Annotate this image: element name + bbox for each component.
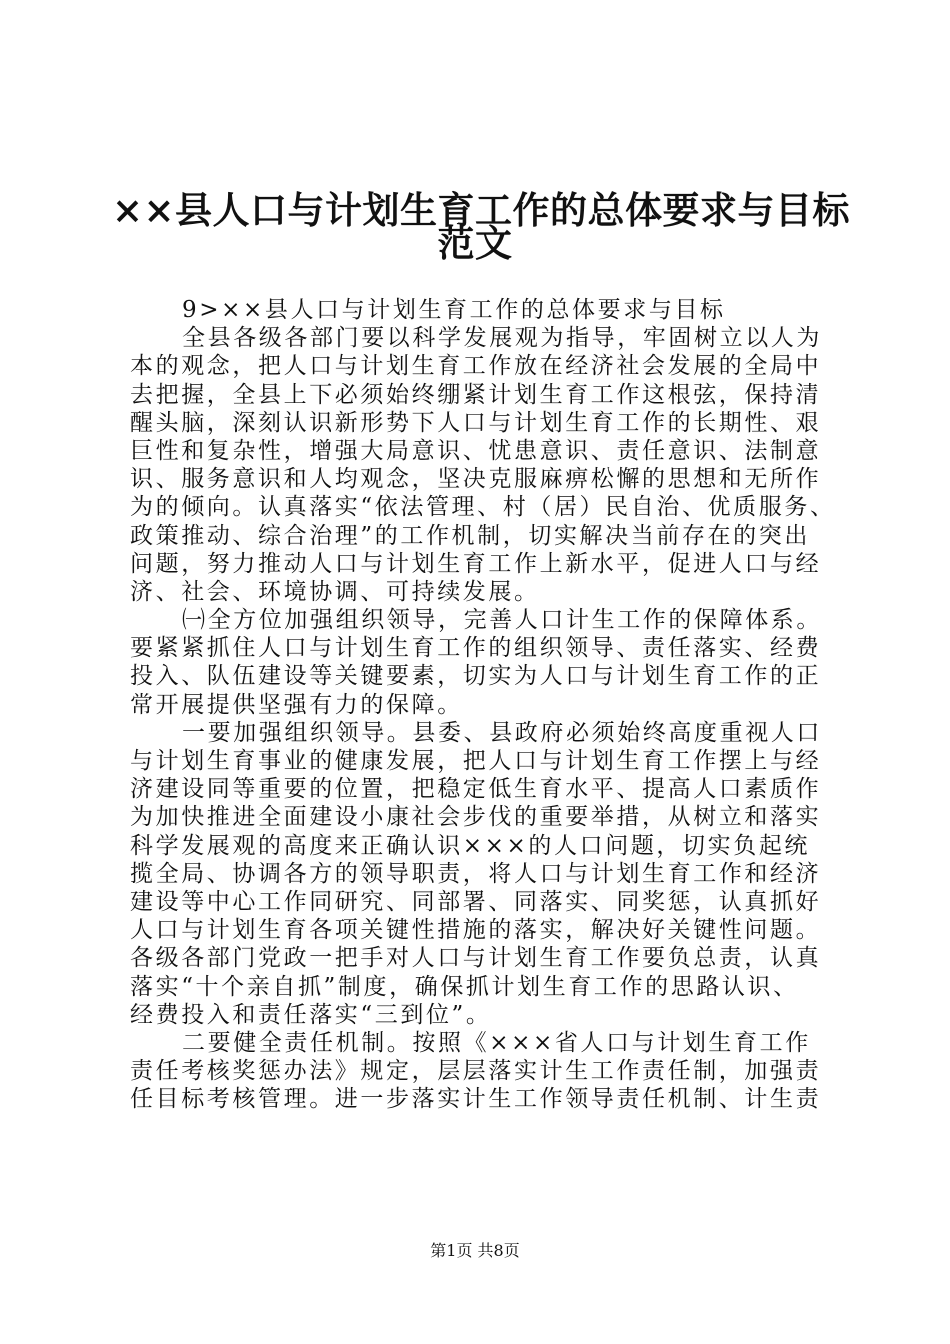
body-line: 济建设同等重要的位置，把稳定低生育水平、提高人口素质作 xyxy=(130,776,822,803)
body-line: 经费投入和责任落实“三到位”。 xyxy=(130,1001,492,1028)
body-line: 责任考核奖惩办法》规定，层层落实计生工作责任制，加强责 xyxy=(130,1058,822,1085)
body-line: 二要健全责任机制。按照《×××省人口与计划生育工作 xyxy=(182,1029,811,1056)
body-line: 与计划生育事业的健康发展，把人口与计划生育工作摆上与经 xyxy=(130,748,822,774)
body-line: 为加快推进全面建设小康社会步伐的重要举措，从树立和落实 xyxy=(130,804,822,831)
body-line: 为的倾向。认真落实“依法管理、村（居）民自治、优质服务、 xyxy=(130,494,836,521)
page-footer: 第1页 共8页 xyxy=(430,1241,520,1260)
body-line: 醒头脑，深刻认识新形势下人口与计划生育工作的长期性、艰 xyxy=(130,409,822,436)
document-title-line-1: ××县人口与计划生育工作的总体要求与目标 xyxy=(112,188,851,232)
body-line: 一要加强组织领导。县委、县政府必须始终高度重视人口 xyxy=(182,719,822,746)
body-line: 投入、队伍建设等关键要素，切实为人口与计划生育工作的正 xyxy=(130,663,822,690)
body-line: 落实“十个亲自抓”制度，确保抓计划生育工作的思路认识、 xyxy=(130,973,799,1000)
body-line: 巨性和复杂性，增强大局意识、忧患意识、责任意识、法制意 xyxy=(130,437,822,464)
body-line: 揽全局、协调各方的领导职责，将人口与计划生育工作和经济 xyxy=(130,860,822,887)
body-line: 去把握，全县上下必须始终绷紧计划生育工作这根弦，保持清 xyxy=(130,381,822,408)
body-line: 问题，努力推动人口与计划生育工作上新水平，促进人口与经 xyxy=(130,550,822,577)
body-line: 全县各级各部门要以科学发展观为指导，牢固树立以人为 xyxy=(182,325,822,352)
body-line: 识、服务意识和人均观念，坚决克服麻痹松懈的思想和无所作 xyxy=(130,466,822,493)
body-line: 任目标考核管理。进一步落实计生工作领导责任机制、计生责 xyxy=(130,1086,822,1113)
body-line: 本的观念，把人口与计划生育工作放在经济社会发展的全局中 xyxy=(130,353,822,380)
document-body xyxy=(130,296,836,1113)
body-line: 各级各部门党政一把手对人口与计划生育工作要负总责，认真 xyxy=(130,945,822,972)
body-line: 政策推动、综合治理”的工作机制，切实解决当前存在的突出 xyxy=(130,522,810,549)
body-line: 科学发展观的高度来正确认识×××的人口问题，切实负起统 xyxy=(130,832,811,859)
body-line: 建设等中心工作同研究、同部署、同落实、同奖惩，认真抓好 xyxy=(130,888,822,915)
body-line: 济、社会、环境协调、可持续发展。 xyxy=(130,578,540,605)
body-line: 9>××县人口与计划生育工作的总体要求与目标 xyxy=(182,297,726,323)
body-line: 要紧紧抓住人口与计划生育工作的组织领导、责任落实、经费 xyxy=(130,635,822,662)
body-line: 人口与计划生育各项关键性措施的落实，解决好关键性问题。 xyxy=(130,917,822,944)
body-line: ㈠全方位加强组织领导，完善人口计生工作的保障体系。 xyxy=(182,607,822,634)
document-title-line-2: 范文 xyxy=(437,221,513,265)
body-line: 常开展提供坚强有力的保障。 xyxy=(130,691,463,718)
